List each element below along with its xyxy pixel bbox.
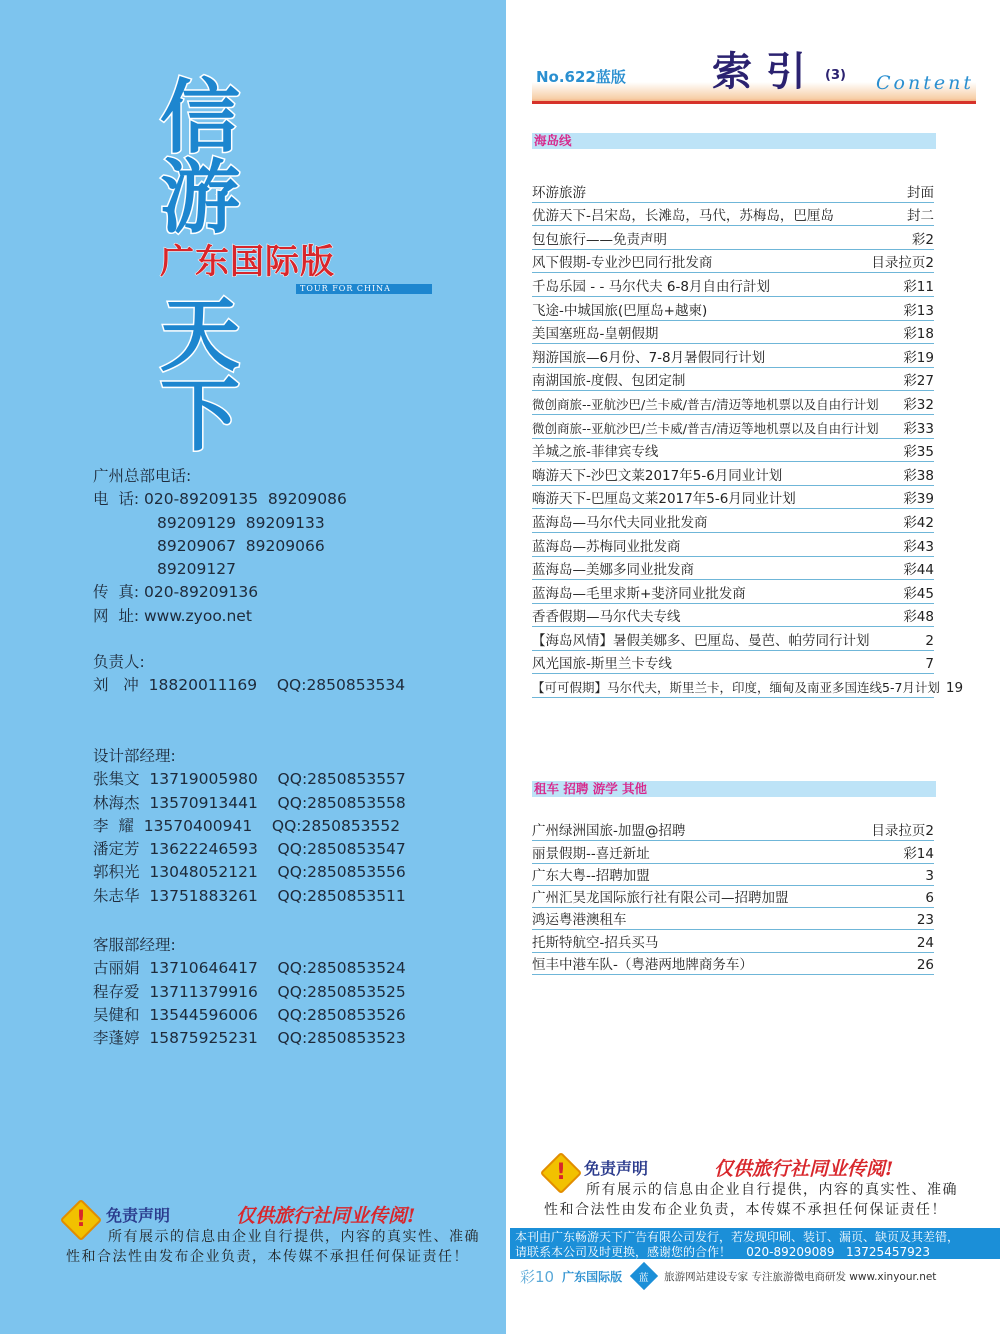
index-entry-name: 蓝海岛—马尔代夫同业批发商 [532,514,708,531]
contact-line: 电 话: 020-89209135 89209086 [93,490,347,509]
warning-icon: ! [60,1199,102,1241]
page-number: 彩10 [520,1267,555,1286]
index-entry-name: 嗨游天下-巴厘岛文莱2017年5-6月同业计划 [532,491,796,508]
index-row [532,841,934,863]
index-list-other [532,819,934,975]
issue-number: No.622蓝版 [536,68,626,86]
index-entry-name: 广州汇昊龙国际旅行社有限公司—招聘加盟 [532,890,789,907]
owner-contact [93,651,405,698]
index-entry-page: 彩2 [911,231,934,248]
index-entry-page: 封二 [907,208,934,225]
index-row [532,344,934,368]
index-entry-page: 彩33 [903,420,934,437]
contact-line: 广州总部电话: [93,467,192,485]
contact-line: 张集文 13719005980 QQ:2850853557 [93,770,406,789]
contact-line: 潘定芳 13622246593 QQ:2850853547 [93,840,406,859]
index-entry-page: 彩13 [903,302,934,319]
index-entry-page: 目录拉页2 [871,823,934,840]
index-entry-name: 广东大粤--招聘加盟 [532,867,650,884]
logo-char: 游 [160,151,240,244]
index-entry-name: 香香假期—马尔代夫专线 [532,609,681,626]
logo-tagline: TOUR FOR CHINA [296,284,432,294]
contact-line: 林海杰 13570913441 QQ:2850853558 [93,793,406,812]
index-entry-name: 广州绿洲国旅-加盟@招聘 [532,823,686,840]
contact-line: 设计部经理: [93,747,176,765]
section-heading-other: 租车 招聘 游学 其他 [532,781,936,797]
index-entry-name: 蓝海岛—毛里求斯+斐济同业批发商 [532,585,746,602]
index-row [532,391,934,415]
contact-line: 郭积光 13048052121 QQ:2850853556 [93,863,406,882]
index-entry-page: 彩35 [903,444,934,461]
footer-edition: 广东国际版 [562,1269,623,1284]
index-entry-name: 嗨游天下-沙巴文莱2017年5-6月同业计划 [532,467,783,484]
index-entry-page: 彩11 [903,278,934,295]
disclaimer-text: 所有展示的信息由企业自行提供，内容的真实性、准确 [586,1182,958,1198]
index-row [532,886,934,908]
index-entry-page: 23 [916,912,934,929]
index-entry-page: 彩27 [903,373,934,390]
index-row [532,462,934,486]
index-entry-page: 彩32 [903,396,934,413]
index-entry-page: 2 [925,632,934,649]
index-row [532,953,934,975]
index-entry-page: 彩38 [903,467,934,484]
index-entry-name: 蓝海岛—美娜多同业批发商 [532,562,694,579]
contact-line: 89209129 89209133 [93,513,325,532]
hq-contact [93,465,347,628]
index-row [532,226,934,250]
contact-line: 负责人: [93,653,145,671]
logo-char: 天 [160,289,240,382]
index-row [532,273,934,297]
index-row [532,297,934,321]
contact-line: 古丽娟 13710646417 QQ:2850853524 [93,959,406,978]
magazine-logo [160,71,460,462]
index-row [532,557,934,581]
disclaimer-text: 性和合法性由发布企业负责，本传媒不承担任何保证责任！ [544,1202,947,1218]
index-row [532,908,934,930]
index-entry-page: 彩45 [903,585,934,602]
index-entry-page: 26 [916,957,934,974]
index-entry-page: 彩44 [903,562,934,579]
index-entry-name: 羊城之旅-菲律宾专线 [532,444,659,461]
index-row [532,321,934,345]
index-entry-page: 彩48 [903,609,934,626]
index-entry-name: 风下假期-专业沙巴同行批发商 [532,255,713,272]
disclaimer-slogan: 仅供旅行社同业传阅! [236,1205,416,1227]
index-row [532,368,934,392]
index-entry-name: 千岛乐园 - - 马尔代夫 6-8月自由行計划 [532,278,770,295]
index-entry-page: 封面 [907,184,934,201]
page-title-english: Content [876,72,974,94]
index-entry-page: 彩39 [903,491,934,508]
index-entry-name: 微创商旅--亚航沙巴/兰卡威/普吉/清迈等地机票以及自由行计划 [532,396,879,412]
logo-char: 下 [160,369,240,462]
disclaimer-text: 所有展示的信息由企业自行提供，内容的真实性、准确 [108,1229,480,1245]
index-entry-page: 彩43 [903,538,934,555]
index-entry-name: 【可可假期】马尔代夫，斯里兰卡，印度，缅甸及南亚多国连线5-7月计划 [532,680,940,696]
index-entry-name: 环游旅游 [532,184,586,201]
disclaimer-title: 免责声明 [584,1159,649,1178]
index-row [532,533,934,557]
notice-line: 本刊由广东畅游天下广告有限公司发行，若发现印刷、装订、漏页、缺页及其差错， [515,1230,960,1244]
page-title-part: (3) [825,68,846,83]
contact-line: 客服部经理: [93,936,176,954]
index-entry-name: 南湖国旅-度假、包团定制 [532,373,686,390]
index-entry-name: 托斯特航空-招兵买马 [532,934,659,951]
contact-line: 89209127 [93,560,236,579]
index-row [532,819,934,841]
footer-slogan: 旅游网站建设专家 专注旅游微电商研发 www.xinyour.net [664,1270,937,1283]
index-entry-name: 包包旅行——免责声明 [532,231,667,248]
index-row [532,604,934,628]
page-footer [520,1265,936,1287]
index-entry-page: 目录拉页2 [871,255,934,272]
index-entry-page: 彩42 [903,514,934,531]
contact-line: 李蓬婷 15875925231 QQ:2850853523 [93,1029,406,1048]
logo-char: 信 [160,71,240,164]
logo-edition: 广东国际版 [160,242,335,282]
index-row [532,179,934,203]
notice-line: 请联系本公司及时更换，感谢您的合作！ 020-89209089 13725457923 [515,1244,930,1259]
index-entry-name: 优游天下-吕宋岛，长滩岛，马代，苏梅岛，巴厘岛 [532,208,834,225]
index-entry-page: 19 [945,680,964,697]
disclaimer-title: 免责声明 [106,1206,171,1225]
contact-line: 网 址: www.zyoo.net [93,606,252,625]
index-row [532,674,964,698]
contact-line: 李 耀 13570400941 QQ:2850853552 [93,816,401,835]
warning-icon: ! [540,1152,582,1194]
index-entry-name: 鸿运粤港澳租车 [532,912,627,929]
index-entry-page: 7 [925,656,934,673]
contact-line: 传 真: 020-89209136 [93,583,259,602]
index-row [532,203,934,227]
index-row [532,439,934,463]
index-entry-page: 24 [916,934,934,951]
index-entry-name: 飞途-中城国旅(巴厘岛+越柬) [532,302,708,319]
disclaimer-slogan: 仅供旅行社同业传阅! [714,1158,894,1180]
contact-line: 刘 冲 18820011169 QQ:2850853534 [93,676,406,695]
blue-edition-badge-icon [630,1262,658,1290]
design-managers [93,745,406,908]
index-row [532,509,934,533]
index-entry-page: 彩19 [903,349,934,366]
index-row [532,250,934,274]
index-row [532,627,934,651]
publisher-notice [510,1228,1000,1259]
index-entry-name: 美国塞班岛-皇朝假期 [532,326,659,343]
index-entry-page: 彩14 [903,845,934,862]
index-entry-name: 【海岛风情】暑假美娜多、巴厘岛、曼芭、帕劳同行计划 [532,632,870,649]
index-row [532,580,934,604]
contact-line: 吴健和 13544596006 QQ:2850853526 [93,1005,406,1024]
index-entry-name: 微创商旅--亚航沙巴/兰卡威/普吉/清迈等地机票以及自由行计划 [532,420,879,436]
section-heading-islands: 海岛线 [532,133,936,149]
disclaimer-text: 性和合法性由发布企业负责，本传媒不承担任何保证责任！ [66,1249,469,1265]
badge-text: 蓝 [639,1272,650,1284]
index-entry-page: 彩18 [903,326,934,343]
index-row [532,415,934,439]
index-row [532,486,934,510]
index-row [532,651,934,675]
index-entry-name: 风光国旅-斯里兰卡专线 [532,656,672,673]
index-entry-page: 3 [925,867,934,884]
index-entry-name: 翔游国旅—6月份、7-8月暑假同行计划 [532,349,766,366]
index-list-islands [532,179,964,698]
index-entry-name: 丽景假期--喜迁新址 [532,845,650,862]
service-managers [93,934,406,1050]
index-entry-page: 6 [925,890,934,907]
index-row [532,930,934,952]
contact-line: 程存爱 13711379916 QQ:2850853525 [93,982,406,1001]
index-entry-name: 蓝海岛—苏梅同业批发商 [532,538,681,555]
index-row [532,864,934,886]
contact-line: 89209067 89209066 [93,536,325,555]
contact-line: 朱志华 13751883261 QQ:2850853511 [93,886,406,905]
page-title: 索引 [712,49,820,95]
index-entry-name: 恒丰中港车队-（粤港两地牌商务车） [532,957,753,974]
